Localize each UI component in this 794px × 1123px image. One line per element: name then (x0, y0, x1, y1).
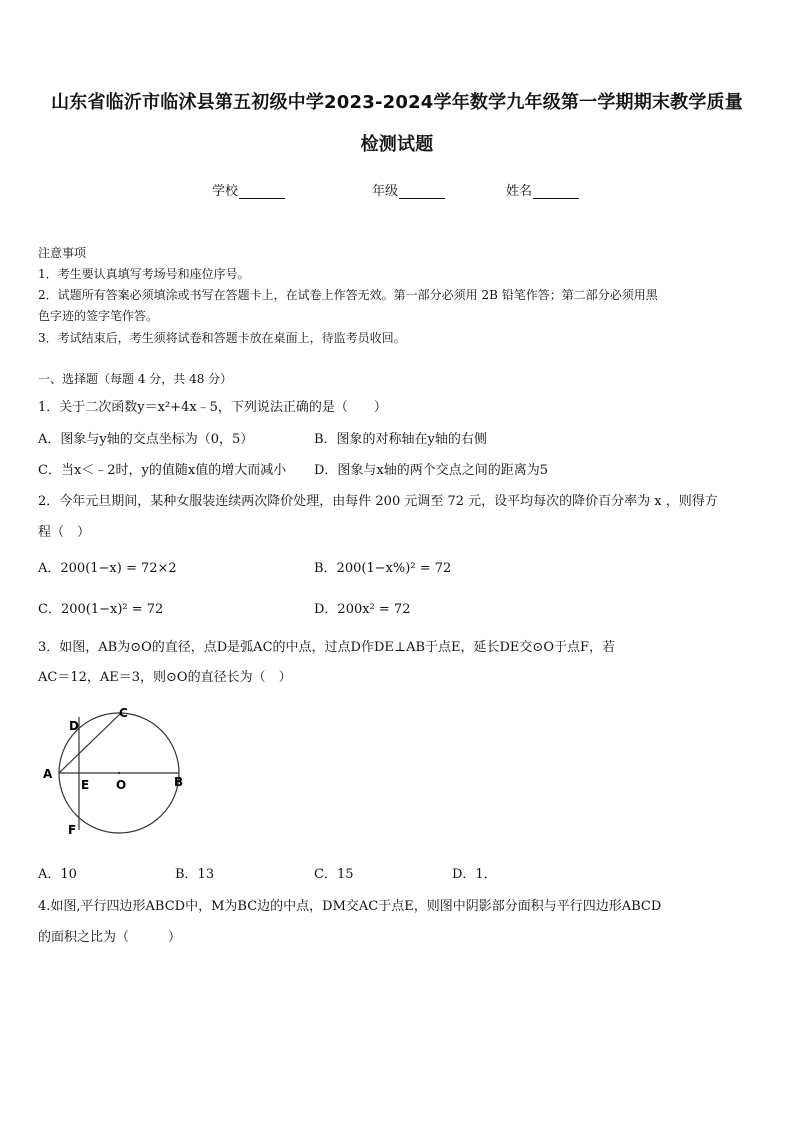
grade-field (372, 180, 445, 199)
q1-option-b: B．图象的对称轴在y轴的右侧 (314, 432, 487, 447)
notice-item-3: 3．考试结束后，考生须将试卷和答题卡放在桌面上，待监考员收回。 (38, 331, 406, 345)
label-c: C (119, 706, 128, 720)
q3-stem: 3．如图，AB为⊙O的直径，点D是弧AC的中点，过点D作DE⊥AB于点E，延长DE交⊙O于点F，若 (38, 640, 615, 655)
center-dot (118, 772, 120, 774)
notice-item-1: 1．考生要认真填写考场号和座位序号。 (38, 267, 250, 281)
grade-blank[interactable] (399, 184, 445, 199)
q2-stem-cont: 程（ ） (38, 525, 91, 540)
grade-label: 年级 (372, 184, 399, 199)
school-field (212, 180, 285, 199)
q1-stem: 1．关于二次函数y＝x²+4x﹣5，下列说法正确的是（ ） (38, 400, 387, 415)
q3-option-b: B．13 (175, 867, 215, 882)
label-d: D (69, 719, 79, 733)
circle-diagram (30, 700, 200, 850)
q2-stem: 2．今年元旦期间，某种女服装连续两次降价处理，由每件 200 元调至 72 元，设平均每次的降价百分率为 x ，则得方 (38, 494, 718, 509)
q1-option-a: A．图象与y轴的交点坐标为（0，5） (38, 432, 254, 447)
label-o: O (116, 778, 127, 792)
section-heading: 一、选择题（每题 4 分，共 48 分） (38, 372, 233, 386)
q3-option-d: D．1． (452, 867, 497, 882)
label-f: F (68, 823, 77, 837)
page-title: 山东省临沂市临沭县第五初级中学2023-2024学年数学九年级第一学期期末教学质量 (51, 92, 743, 113)
label-e: E (81, 778, 90, 792)
q4-stem: 4.如图,平行四边形ABCD中，M为BC边的中点，DM交AC于点E，则图中阴影部分面积与平行四边形ABCD (38, 899, 662, 914)
q4-stem-cont: 的面积之比为（ ） (38, 930, 182, 945)
q3-stem-cont: AC＝12，AE＝3，则⊙O的直径长为（ ） (38, 670, 292, 685)
notice-heading: 注意事项 (38, 246, 87, 260)
school-blank[interactable] (239, 184, 285, 199)
name-label: 姓名 (506, 184, 533, 199)
label-a: A (43, 767, 53, 781)
q1-option-d: D．图象与x轴的两个交点之间的距离为5 (314, 463, 549, 478)
q3-option-a: A．10 (38, 867, 77, 882)
school-label: 学校 (212, 184, 239, 199)
page-title-line2: 检测试题 (360, 134, 434, 155)
notice-item-2-cont: 色字迹的签字笔作答。 (38, 309, 159, 323)
q2-option-d: D．200x² = 72 (314, 602, 411, 617)
name-field (506, 180, 579, 199)
label-b: B (174, 775, 184, 789)
q2-option-c: C．200(1−x)² = 72 (38, 602, 164, 617)
q2-option-b: B．200(1−x%)² = 72 (314, 561, 452, 576)
name-blank[interactable] (533, 184, 579, 199)
notice-item-2: 2．试题所有答案必须填涂或书写在答题卡上，在试卷上作答无效。第一部分必须用 2B 铅笔作答；第二部分必须用黑 (38, 288, 658, 302)
q1-option-c: C．当x＜﹣2时，y的值随x值的增大而减小 (38, 463, 287, 478)
q2-option-a: A．200(1−x) = 72×2 (38, 561, 177, 576)
q3-option-c: C．15 (314, 867, 354, 882)
